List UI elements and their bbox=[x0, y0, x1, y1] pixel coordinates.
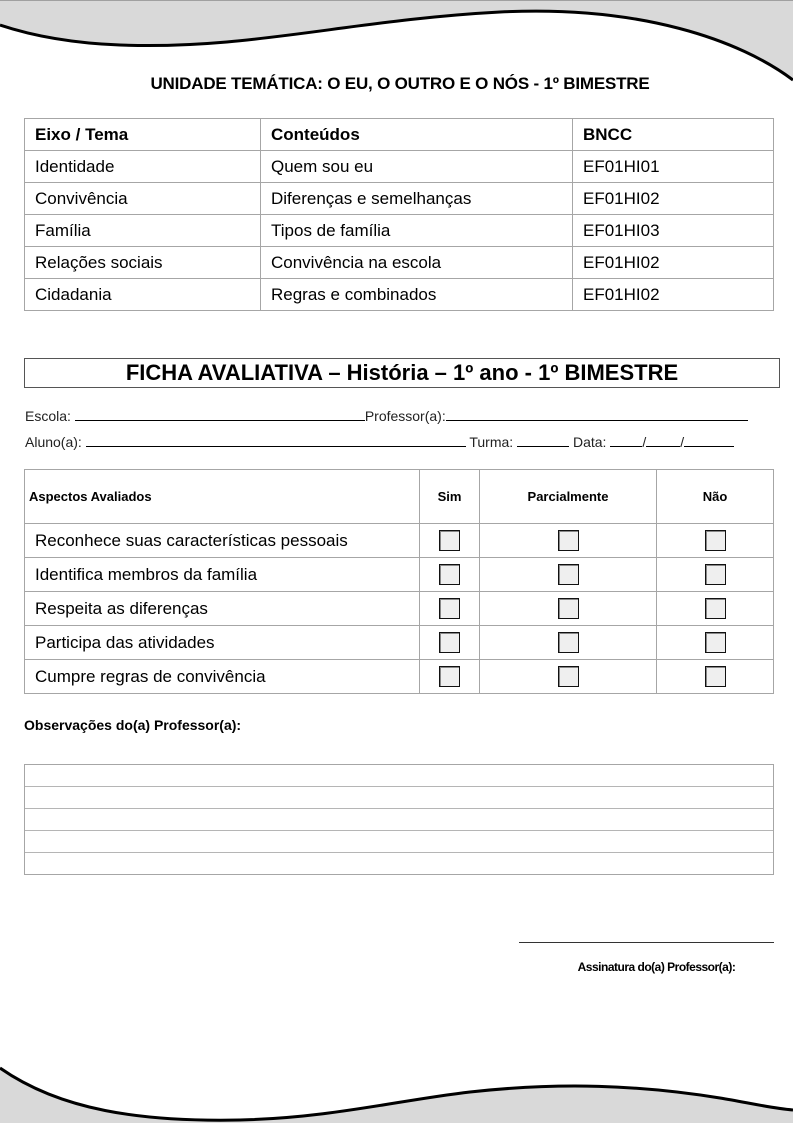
checkbox-sim[interactable] bbox=[439, 632, 460, 653]
checkbox-parcialmente[interactable] bbox=[558, 632, 579, 653]
aspect-label: Identifica membros da família bbox=[25, 558, 420, 592]
column-header: BNCC bbox=[573, 119, 774, 151]
observation-line[interactable] bbox=[25, 853, 773, 874]
cell-bncc: EF01HI02 bbox=[573, 247, 774, 279]
checkbox-nao[interactable] bbox=[705, 666, 726, 687]
unit-title: UNIDADE TEMÁTICA: O EU, O OUTRO E O NÓS - 1º BIMESTRE bbox=[150, 74, 650, 93]
cell-conteudo: Tipos de família bbox=[261, 215, 573, 247]
cell-eixo: Relações sociais bbox=[25, 247, 261, 279]
data-label: Data: bbox=[572, 434, 607, 450]
checkbox-nao[interactable] bbox=[705, 530, 726, 551]
cell-eixo: Convivência bbox=[25, 183, 261, 215]
checkbox-sim[interactable] bbox=[439, 666, 460, 687]
aluno-label: Aluno(a): bbox=[25, 434, 82, 450]
escola-label: Escola: bbox=[25, 408, 71, 424]
observations-label: Observações do(a) Professor(a): bbox=[24, 717, 242, 733]
content-table bbox=[24, 118, 774, 311]
cell-bncc: EF01HI01 bbox=[573, 151, 774, 183]
column-header: Eixo / Tema bbox=[25, 119, 261, 151]
date-month-field[interactable] bbox=[646, 432, 680, 447]
turma-label: Turma: bbox=[469, 434, 514, 450]
table-header-row bbox=[25, 119, 774, 151]
date-separator: / bbox=[680, 434, 685, 450]
professor-label: Professor(a): bbox=[364, 408, 446, 424]
cell-bncc: EF01HI03 bbox=[573, 215, 774, 247]
observation-line[interactable] bbox=[25, 831, 773, 853]
table-row bbox=[25, 215, 774, 247]
aluno-field[interactable] bbox=[86, 432, 466, 447]
table-row bbox=[25, 524, 774, 558]
column-header-parcialmente: Parcialmente bbox=[480, 470, 657, 524]
cell-eixo: Família bbox=[25, 215, 261, 247]
table-row bbox=[25, 183, 774, 215]
ficha-title: FICHA AVALIATIVA – História – 1º ano - 1º BIMESTRE bbox=[24, 358, 780, 388]
column-header: Conteúdos bbox=[261, 119, 573, 151]
school-teacher-line bbox=[25, 406, 748, 424]
bottom-wave-decoration bbox=[0, 1030, 793, 1123]
checkbox-parcialmente[interactable] bbox=[558, 530, 579, 551]
cell-conteudo: Convivência na escola bbox=[261, 247, 573, 279]
turma-field[interactable] bbox=[517, 432, 569, 447]
date-day-field[interactable] bbox=[610, 432, 642, 447]
student-line bbox=[25, 432, 734, 450]
signature-label: Assinatura do(a) Professor(a): bbox=[577, 960, 736, 974]
table-row bbox=[25, 660, 774, 694]
aspect-label: Respeita as diferenças bbox=[25, 592, 420, 626]
column-header-aspectos: Aspectos Avaliados bbox=[25, 470, 420, 524]
date-year-field[interactable] bbox=[684, 432, 734, 447]
table-header-row bbox=[25, 470, 774, 524]
cell-conteudo: Regras e combinados bbox=[261, 279, 573, 311]
professor-field[interactable] bbox=[446, 406, 748, 421]
checkbox-parcialmente[interactable] bbox=[558, 564, 579, 585]
table-row bbox=[25, 558, 774, 592]
evaluation-table bbox=[24, 469, 774, 694]
cell-conteudo: Quem sou eu bbox=[261, 151, 573, 183]
table-row bbox=[25, 151, 774, 183]
cell-conteudo: Diferenças e semelhanças bbox=[261, 183, 573, 215]
column-header-sim: Sim bbox=[420, 470, 480, 524]
observation-line[interactable] bbox=[25, 787, 773, 809]
aspect-label: Reconhece suas características pessoais bbox=[25, 524, 420, 558]
escola-field[interactable] bbox=[75, 406, 365, 421]
aspect-label: Participa das atividades bbox=[25, 626, 420, 660]
checkbox-parcialmente[interactable] bbox=[558, 666, 579, 687]
observation-line[interactable] bbox=[25, 809, 773, 831]
cell-bncc: EF01HI02 bbox=[573, 279, 774, 311]
checkbox-nao[interactable] bbox=[705, 564, 726, 585]
table-row bbox=[25, 592, 774, 626]
checkbox-sim[interactable] bbox=[439, 564, 460, 585]
table-row bbox=[25, 247, 774, 279]
column-header-nao: Não bbox=[657, 470, 774, 524]
checkbox-parcialmente[interactable] bbox=[558, 598, 579, 619]
checkbox-nao[interactable] bbox=[705, 598, 726, 619]
table-row bbox=[25, 626, 774, 660]
table-row bbox=[25, 279, 774, 311]
cell-eixo: Cidadania bbox=[25, 279, 261, 311]
aspect-label: Cumpre regras de convivência bbox=[25, 660, 420, 694]
observation-line[interactable] bbox=[25, 765, 773, 787]
observations-area[interactable] bbox=[24, 764, 774, 875]
date-separator: / bbox=[642, 434, 647, 450]
cell-bncc: EF01HI02 bbox=[573, 183, 774, 215]
checkbox-nao[interactable] bbox=[705, 632, 726, 653]
cell-eixo: Identidade bbox=[25, 151, 261, 183]
signature-line[interactable] bbox=[519, 942, 774, 943]
checkbox-sim[interactable] bbox=[439, 598, 460, 619]
checkbox-sim[interactable] bbox=[439, 530, 460, 551]
